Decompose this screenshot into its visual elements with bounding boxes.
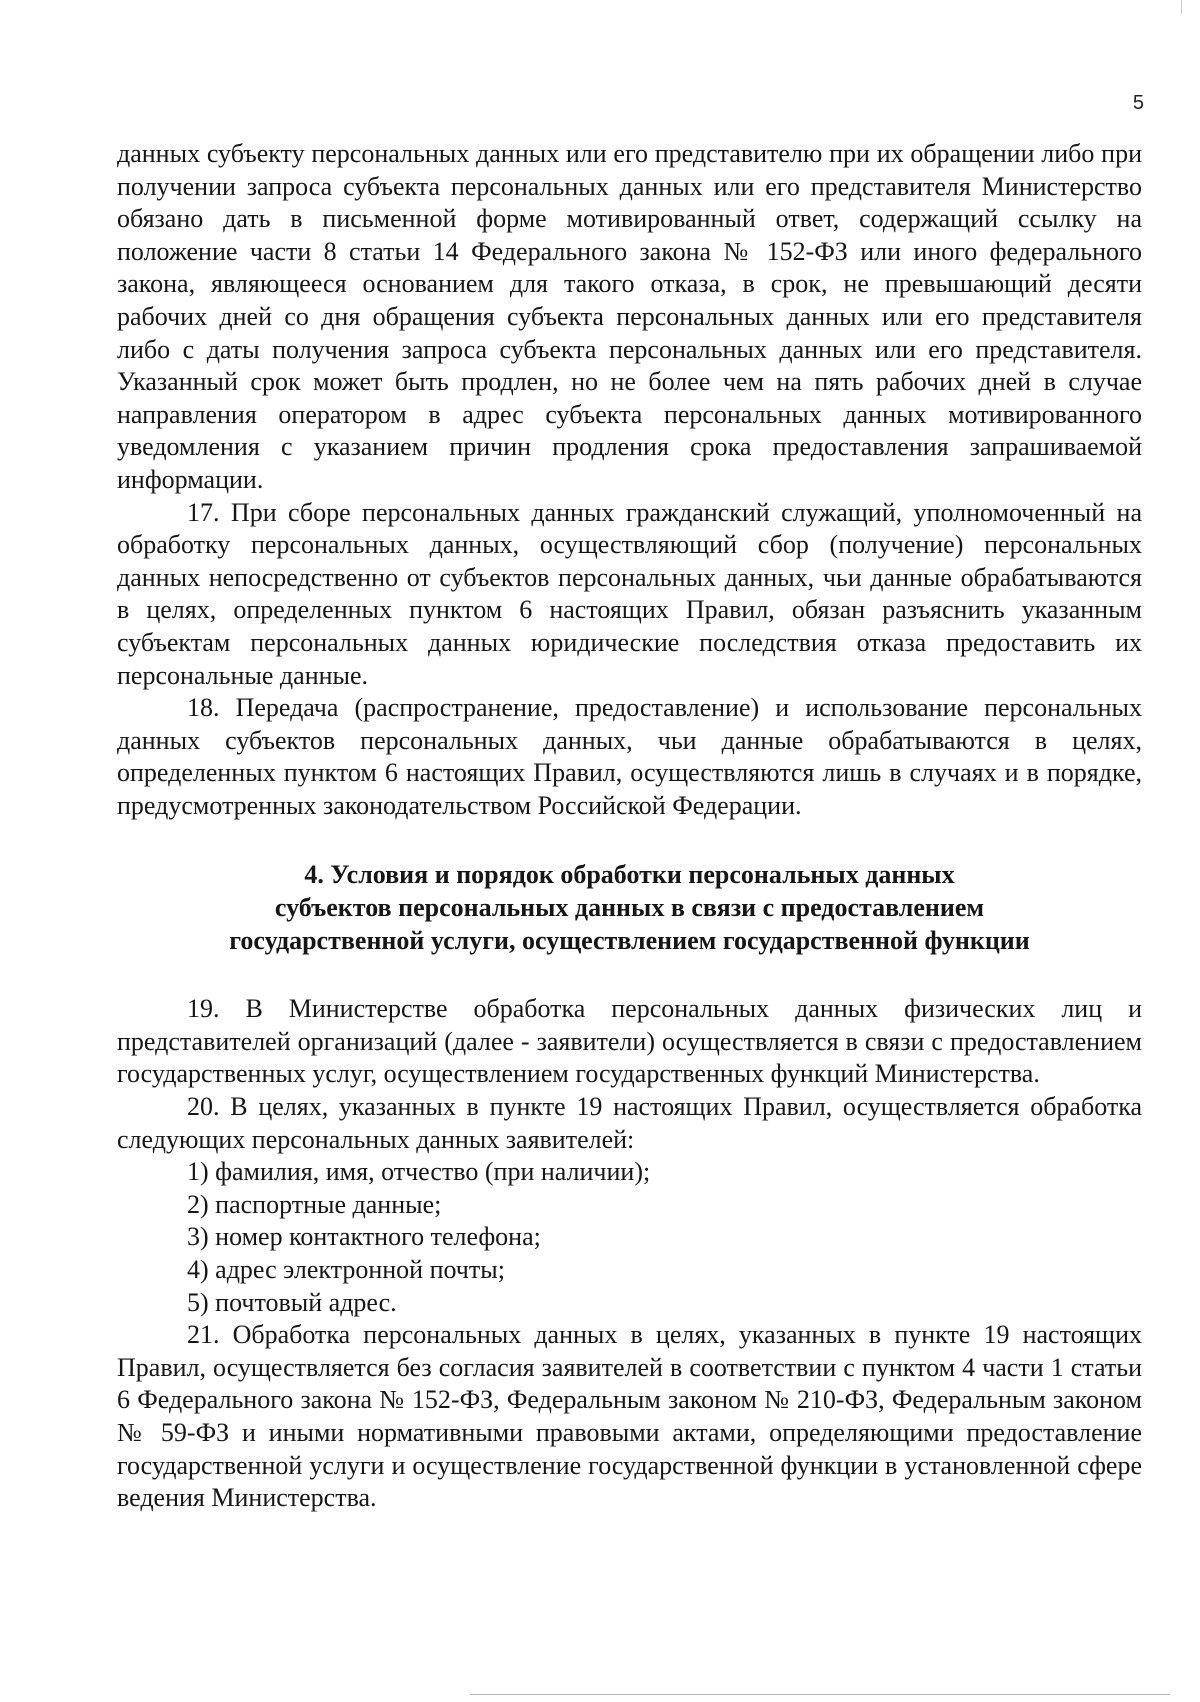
bottom-divider: [470, 1694, 1170, 1695]
section-heading: [117, 859, 1142, 957]
paragraph-18: 18. Передача (распространение, предоставление) и использование персональных данных субъектов персональных данных, чьи данные обрабатываются в целях, определенных пунктом 6 настоящих Правил, осуществляются лишь в случаях и в порядке, предусмотренных законодательством Российской Федерации.: [117, 693, 1142, 820]
document-body: [117, 138, 1142, 1515]
list-item-5: 5) почтовый адрес.: [187, 1287, 397, 1317]
page-number: 5: [1132, 92, 1144, 114]
paragraph-21: 21. Обработка персональных данных в целях, указанных в пункте 19 настоящих Правил, осуществляется без согласия заявителей в соответствии с пунктом 4 части 1 статьи 6 Федерального закона № 152-ФЗ, Федеральным законом № 210-ФЗ, Федеральным законом № 59-ФЗ и иными нормативными правовыми актами, определяющими предоставление государственной услуги и осуществление государственной функции в установленной сфере ведения Министерства.: [117, 1320, 1142, 1513]
section-heading-line-2: субъектов персональных данных в связи с предоставлением: [274, 893, 985, 923]
paragraph-continuation: данных субъекту персональных данных или его представителю при их обращении либо при получении запроса субъекта персональных данных или его представителя Министерство обязано дать в письменной форме мотивированный ответ, содержащий ссылку на положение части 8 статьи 14 Федерального закона № 152-ФЗ или иного федерального закона, являющееся основанием для такого отказа, в срок, не превышающий десяти рабочих дней со дня обращения субъекта персональных данных или его представителя либо с даты получения запроса субъекта персональных данных или его представителя. Указанный срок может быть продлен, но не более чем на пять рабочих дней в случае направления оператором в адрес субъекта персональных данных мотивированного уведомления с указанием причин продления срока предоставления запрашиваемой информации.: [117, 139, 1142, 494]
paragraph-20: 20. В целях, указанных в пункте 19 настоящих Правил, осуществляется обработка следующих персональных данных заявителей:: [117, 1092, 1142, 1154]
list-item-1: 1) фамилия, имя, отчество (при наличии);: [187, 1157, 651, 1187]
list-item-4: 4) адрес электронной почты;: [187, 1255, 505, 1284]
list-item-3: 3) номер контактного телефона;: [187, 1222, 541, 1252]
section-heading-line-1: 4. Условия и порядок обработки персональных данных: [304, 860, 955, 890]
paragraph-19: 19. В Министерстве обработка персональных данных физических лиц и представителей организаций (далее - заявители) осуществляется в связи с предоставлением государственных услуг, осуществлением государственных функций Министерства.: [117, 994, 1142, 1089]
scan-edge-mark: [1181, 0, 1182, 14]
section-heading-line-3: государственной услуги, осуществлением государственной функции: [229, 925, 1030, 955]
list-item-2: 2) паспортные данные;: [187, 1189, 442, 1219]
paragraph-17: 17. При сборе персональных данных гражданский служащий, уполномоченный на обработку персональных данных, осуществляющий сбор (получение) персональных данных непосредственно от субъектов персональных данных, чьи данные обрабатываются в целях, определенных пунктом 6 настоящих Правил, обязан разъяснить указанным субъектам персональных данных юридические последствия отказа предоставить их персональные данные.: [117, 497, 1142, 690]
